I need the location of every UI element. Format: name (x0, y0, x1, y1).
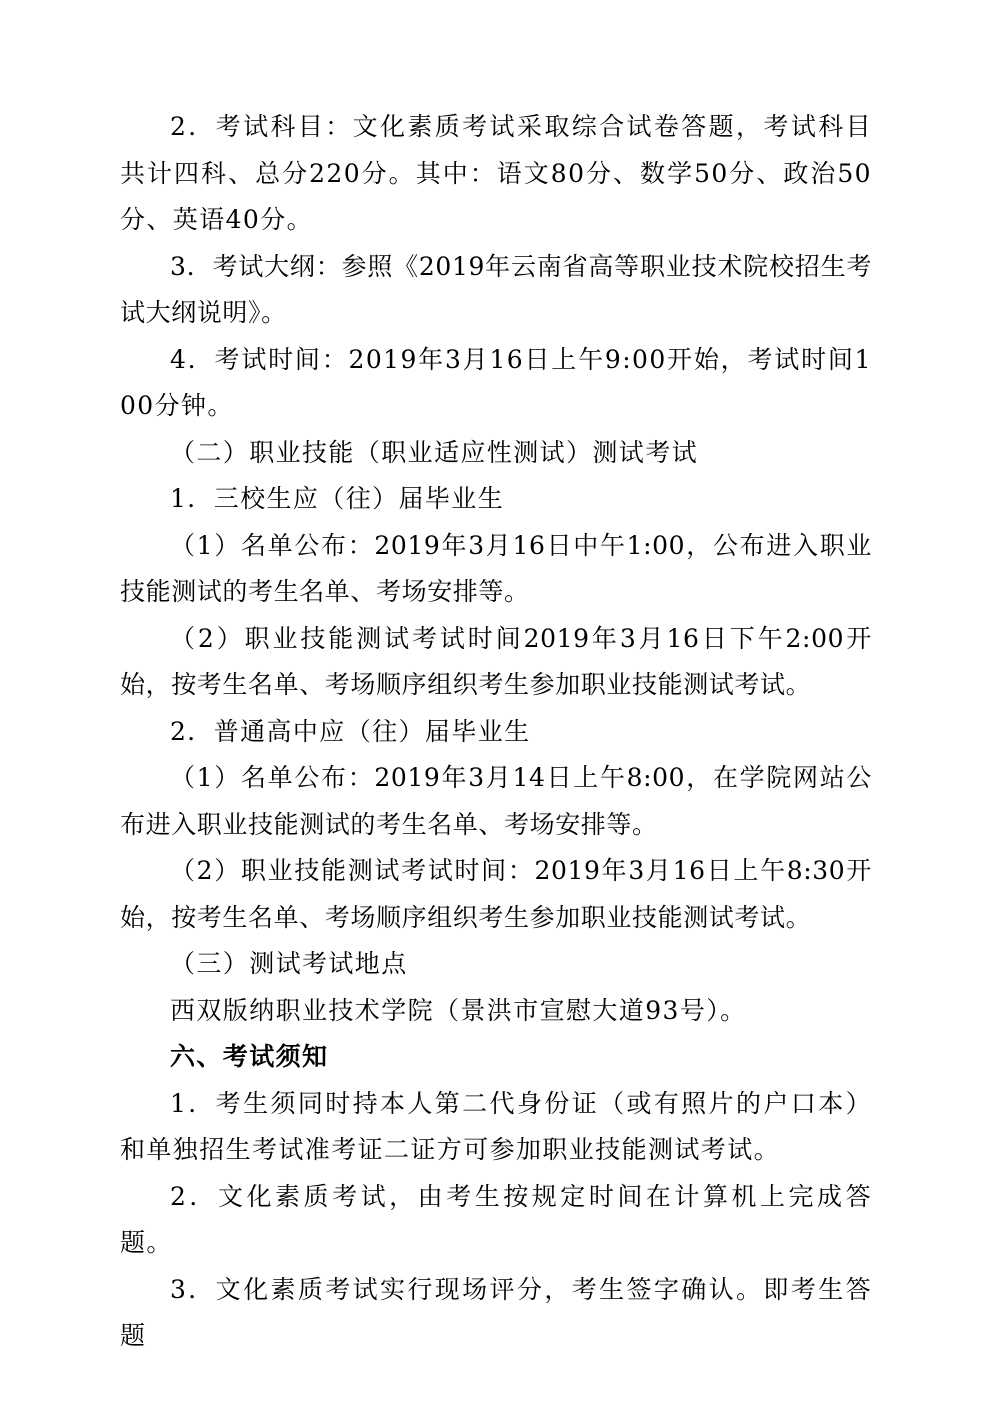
high-school-list-announcement: （1）名单公布：2019年3月14日上午8:00，在学院网站公布进入职业技能测试的考生名单、考场安排等。 (120, 763, 872, 839)
three-schools-test-time: （2）职业技能测试考试时间2019年3月16日下午2:00开始，按考生名单、考场顺序组织考生参加职业技能测试考试。 (120, 623, 872, 699)
high-school-test-time: （2）职业技能测试考试时间：2019年3月16日上午8:30开始，按考生名单、考场顺序组织考生参加职业技能测试考试。 (120, 856, 872, 932)
test-location-subheading: （三）测试考试地点 (170, 949, 408, 978)
document-body (120, 104, 872, 1360)
notice-item-computer-answering: 2．文化素质考试，由考生按规定时间在计算机上完成答题。 (120, 1181, 872, 1257)
exam-time-paragraph: 4．考试时间：2019年3月16日上午9:00开始，考试时间100分钟。 (120, 344, 872, 420)
three-schools-graduates-item: 1．三校生应（往）届毕业生 (170, 484, 505, 513)
exam-syllabus-paragraph: 3．考试大纲：参照《2019年云南省高等职业技术院校招生考试大纲说明》。 (120, 251, 872, 327)
notice-item-onsite-scoring: 3．文化素质考试实行现场评分，考生签字确认。即考生答题 (120, 1274, 872, 1350)
test-location-address: 西双版纳职业技术学院（景洪市宣慰大道93号）。 (170, 995, 747, 1025)
notice-item-id-documents: 1．考生须同时持本人第二代身份证（或有照片的户口本）和单独招生考试准考证二证方可参加职业技能测试考试。 (120, 1088, 872, 1164)
three-schools-list-announcement: （1）名单公布：2019年3月16日中午1:00，公布进入职业技能测试的考生名单、考场安排等。 (120, 530, 872, 606)
exam-subjects-paragraph: 2．考试科目：文化素质考试采取综合试卷答题，考试科目共计四科、总分220分。其中：语文80分、数学50分、政治50分、英语40分。 (120, 112, 872, 234)
exam-notice-heading: 六、考试须知 (170, 1042, 329, 1071)
vocational-skills-subheading: （二）职业技能（职业适应性测试）测试考试 (170, 437, 699, 467)
high-school-graduates-item: 2．普通高中应（往）届毕业生 (170, 716, 531, 746)
